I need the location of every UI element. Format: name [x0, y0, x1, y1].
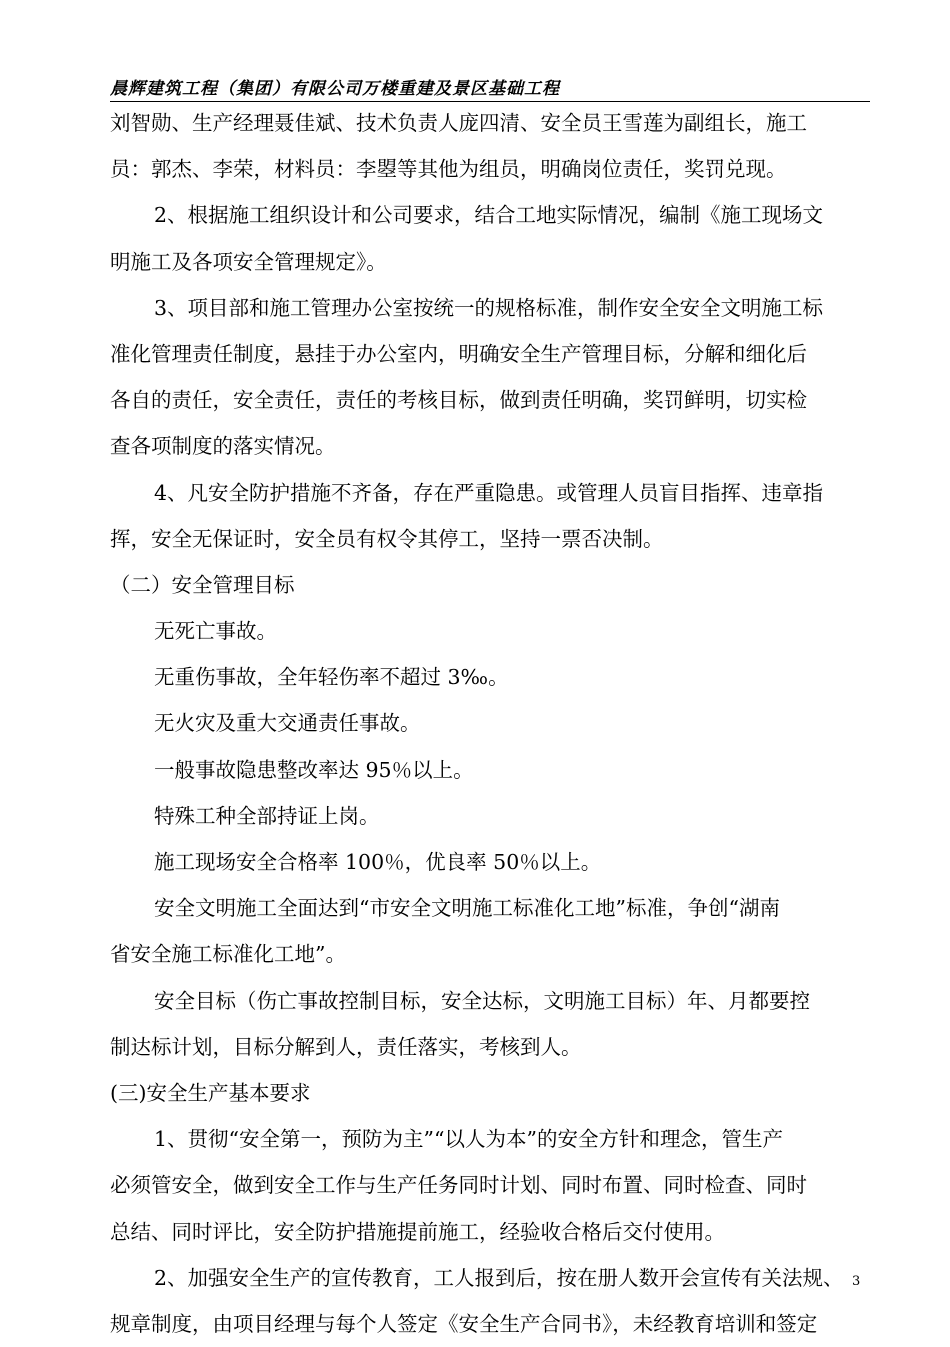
text-line: 3、项目部和施工管理办公室按统一的规格标准，制作安全安全文明施工标 — [154, 295, 824, 320]
text-line: 刘智勋、生产经理聂佳斌、技术负责人庞四清、安全员王雪莲为副组长，施工 — [110, 111, 807, 135]
text-line: 2、根据施工组织设计和公司要求，结合工地实际情况，编制《施工现场文 — [154, 203, 824, 228]
text-line: 无重伤事故，全年轻伤率不超过 3‰。 — [154, 665, 509, 690]
body-text — [110, 100, 870, 1347]
section-heading: (三)安全生产基本要求 — [110, 1080, 311, 1105]
text-line: 一般事故隐患整改率达 95％以上。 — [154, 757, 474, 782]
text-line: 特殊工种全部持证上岗。 — [154, 803, 380, 828]
text-line: 员：郭杰、李荣，材料员：李曌等其他为组员，明确岗位责任，奖罚兑现。 — [110, 157, 787, 182]
text-line: 2、加强安全生产的宣传教育，工人报到后，按在册人数开会宣传有关法规、 — [154, 1265, 844, 1290]
text-line: 4、凡安全防护措施不齐备，存在严重隐患。或管理人员盲目指挥、违章指 — [154, 480, 824, 505]
text-line: 挥，安全无保证时，安全员有权令其停工，坚持一票否决制。 — [110, 526, 664, 551]
text-line: 规章制度，由项目经理与每个人签定《安全生产合同书》，未经教育培训和签定 — [110, 1311, 818, 1336]
text-line: 安全目标（伤亡事故控制目标，安全达标，文明施工目标）年、月都要控 — [154, 988, 810, 1013]
page-number: 3 — [852, 1274, 861, 1289]
text-line: 查各项制度的落实情况。 — [110, 434, 336, 459]
text-line: 准化管理责任制度，悬挂于办公室内，明确安全生产管理目标，分解和细化后 — [110, 341, 807, 366]
text-line: 无死亡事故。 — [154, 619, 277, 644]
section-heading: （二）安全管理目标 — [110, 572, 295, 597]
text-line: 省安全施工标准化工地”。 — [110, 942, 346, 967]
text-line: 必须管安全，做到安全工作与生产任务同时计划、同时布置、同时检查、同时 — [110, 1173, 807, 1198]
page-header: 晨辉建筑工程（集团）有限公司万楼重建及景区基础工程 — [110, 79, 560, 99]
text-line: 总结、同时评比，安全防护措施提前施工，经验收合格后交付使用。 — [110, 1219, 725, 1244]
text-line: 无火灾及重大交通责任事故。 — [154, 711, 421, 736]
text-line: 安全文明施工全面达到“市安全文明施工标准化工地”标准，争创“湖南 — [154, 896, 780, 921]
text-line: 施工现场安全合格率 100％，优良率 50％以上。 — [154, 850, 602, 874]
text-line: 1、贯彻“安全第一，预防为主”“以人为本”的安全方针和理念，管生产 — [154, 1127, 783, 1152]
text-line: 各自的责任，安全责任，责任的考核目标，做到责任明确，奖罚鲜明，切实检 — [110, 388, 807, 413]
text-line: 明施工及各项安全管理规定》。 — [110, 249, 387, 274]
text-line: 制达标计划，目标分解到人，责任落实，考核到人。 — [110, 1034, 582, 1059]
